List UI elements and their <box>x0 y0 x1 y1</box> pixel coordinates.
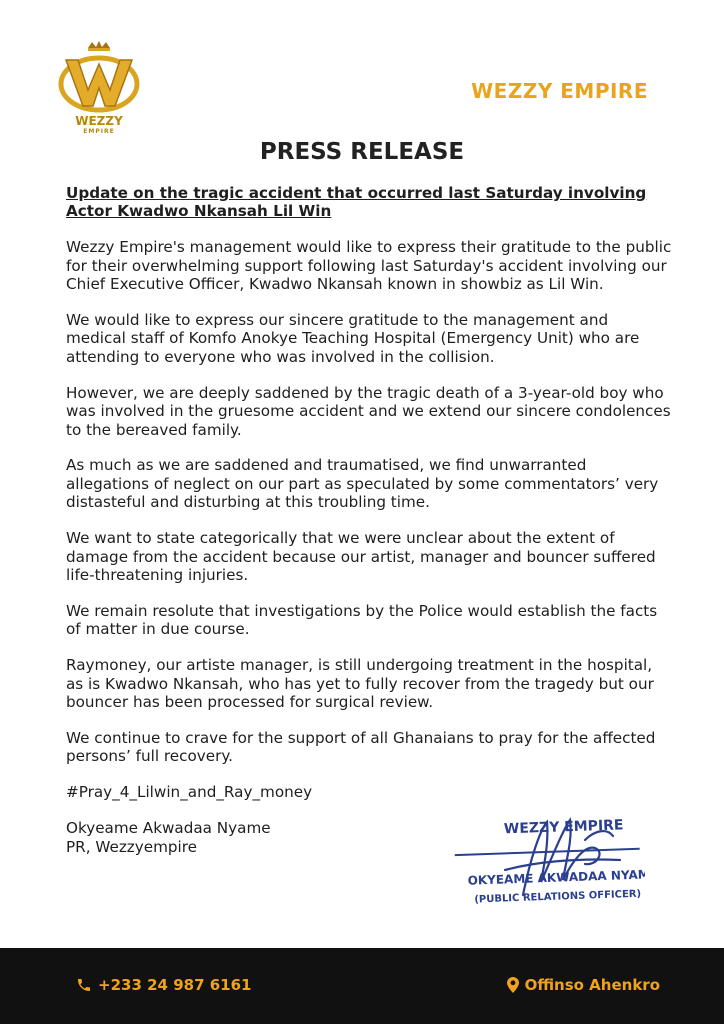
map-pin-icon <box>507 977 519 993</box>
footer-phone[interactable] <box>76 976 251 994</box>
press-release-body <box>66 184 672 856</box>
wezzy-empire-logo <box>52 40 146 140</box>
paragraph: Wezzy Empire's management would like to express their gratitude to the public for their overwhelming support following last Saturday's accident involving our Chief Executive Officer, Kwadwo Nkansah known in showbiz as Lil Win. <box>66 238 672 294</box>
official-stamp <box>445 800 645 920</box>
subtitle: Update on the tragic accident that occurred last Saturday involving Actor Kwadwo Nkansah Lil Win <box>66 184 647 221</box>
footer-bar <box>0 948 724 1024</box>
hashtag: #Pray_4_Lilwin_and_Ray_money <box>66 783 313 802</box>
crown-w-icon <box>52 40 146 116</box>
stamp-line-3: (PUBLIC RELATIONS OFFICER) <box>474 888 642 906</box>
signatory-role: PR, Wezzyempire <box>66 837 198 856</box>
footer-location <box>507 976 660 994</box>
paragraph: As much as we are saddened and traumatised, we find unwarranted allegations of neglect on our part as speculated by some commentators’ very distasteful and disturbing at this troubling time. <box>66 456 659 512</box>
paragraph: We want to state categorically that we were unclear about the extent of damage from the accident because our artist, manager and bouncer suffered life-threatening injuries. <box>66 529 656 584</box>
logo-tagline: EMPIRE <box>83 128 115 135</box>
phone-number: +233 24 987 6161 <box>98 976 252 994</box>
brand-name: WEZZY EMPIRE <box>471 79 648 103</box>
stamp-line-2: OKYEAME AKWADAA NYAME <box>467 867 645 888</box>
paragraph: We remain resolute that investigations by the Police would establish the facts of matter in due course. <box>66 601 658 639</box>
page-title: PRESS RELEASE <box>259 139 465 165</box>
paragraph: We continue to crave for the support of all Ghanaians to pray for the affected persons’ full recovery. <box>66 728 656 766</box>
logo-wordmark: WEZZY <box>75 114 123 128</box>
paragraph: However, we are deeply saddened by the tragic death of a 3-year-old boy who was involved in the gruesome accident and we extend our sincere condolences to the bereaved family. <box>66 383 671 439</box>
phone-icon <box>76 977 92 993</box>
signatory-name: Okyeame Akwadaa Nyame <box>66 819 271 838</box>
paragraph: We would like to express our sincere gratitude to the management and medical staff of Komfo Anokye Teaching Hospital (Emergency Unit) who are attending to everyone who was involved in the collision. <box>66 311 640 366</box>
paragraph: Raymoney, our artiste manager, is still undergoing treatment in the hospital, as is Kwadwo Nkansah, who has yet to fully recover from the tragedy but our bouncer has been processed for surgical review. <box>66 656 654 712</box>
location-text: Offinso Ahenkro <box>524 976 660 994</box>
stamp-line-1: WEZZY EMPIRE <box>503 817 624 838</box>
